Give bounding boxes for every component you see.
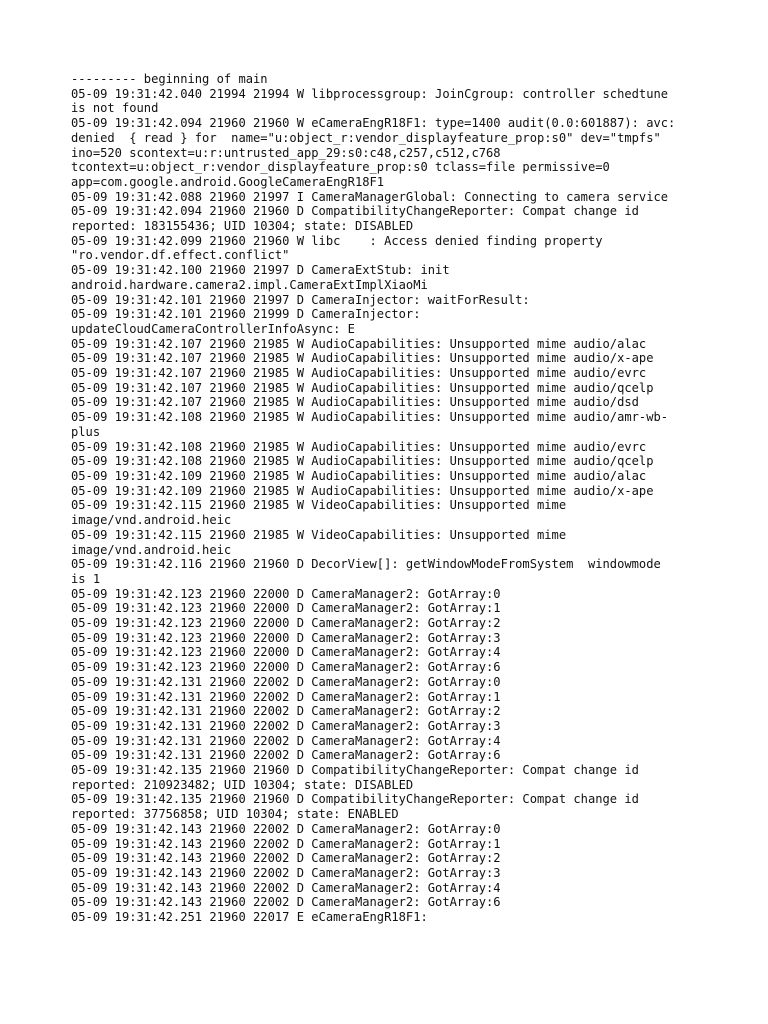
log-line: 05-09 19:31:42.123 21960 22000 D CameraManager2: GotArray:3 <box>71 630 501 645</box>
log-line: 05-09 19:31:42.094 21960 21960 D CompatibilityChangeReporter: Compat change id reported: 183155436; UID 10304; state: DISABLED <box>71 204 639 234</box>
log-line: 05-09 19:31:42.123 21960 22000 D CameraManager2: GotArray:2 <box>71 616 501 631</box>
log-line: 05-09 19:31:42.107 21960 21985 W AudioCapabilities: Unsupported mime audio/qcelp <box>71 380 654 395</box>
log-line: 05-09 19:31:42.131 21960 22002 D CameraManager2: GotArray:6 <box>71 748 501 763</box>
log-line: 05-09 19:31:42.143 21960 22002 D CameraManager2: GotArray:0 <box>71 821 501 836</box>
log-line: 05-09 19:31:42.123 21960 22000 D CameraManager2: GotArray:0 <box>71 586 501 601</box>
log-line: 05-09 19:31:42.101 21960 21997 D CameraInjector: waitForResult: <box>71 292 530 307</box>
log-line: 05-09 19:31:42.088 21960 21997 I CameraManagerGlobal: Connecting to camera service <box>71 189 669 204</box>
log-line: 05-09 19:31:42.251 21960 22017 E eCameraEngR18F1: <box>71 910 428 925</box>
log-line: 05-09 19:31:42.107 21960 21985 W AudioCapabilities: Unsupported mime audio/alac <box>71 336 647 351</box>
log-line: 05-09 19:31:42.131 21960 22002 D CameraManager2: GotArray:3 <box>71 718 501 733</box>
log-line: 05-09 19:31:42.109 21960 21985 W AudioCapabilities: Unsupported mime audio/alac <box>71 468 647 483</box>
log-line: 05-09 19:31:42.131 21960 22002 D CameraManager2: GotArray:0 <box>71 674 501 689</box>
log-line: 05-09 19:31:42.107 21960 21985 W AudioCapabilities: Unsupported mime audio/evrc <box>71 366 647 381</box>
log-line: 05-09 19:31:42.094 21960 21960 W eCameraEngR18F1: type=1400 audit(0.0:601887): avc: denied { read } for name="u:object_r:vendor_displayfeature_prop:s0" dev="tmpfs" ino=520 scontext=u:r:untrusted_app_29:s0:c48,c257,c512,c768 tcontext=u:object_r:vendor_displayfeature_prop:s0 tclass=file permissive=0 app=com.google.android.GoogleCameraEngR18F1 <box>71 116 676 189</box>
log-line: 05-09 19:31:42.101 21960 21999 D CameraInjector: updateCloudCameraControllerInfoAsync: E <box>71 307 421 336</box>
log-line: 05-09 19:31:42.108 21960 21985 W AudioCapabilities: Unsupported mime audio/evrc <box>71 439 647 454</box>
log-line: 05-09 19:31:42.115 21960 21985 W VideoCapabilities: Unsupported mime image/vnd.android.heic <box>71 498 567 528</box>
log-line: 05-09 19:31:42.100 21960 21997 D CameraExtStub: init android.hardware.camera2.impl.CameraExtImplXiaoMi <box>71 263 450 292</box>
log-line: 05-09 19:31:42.143 21960 22002 D CameraManager2: GotArray:6 <box>71 895 501 910</box>
log-line: 05-09 19:31:42.107 21960 21985 W AudioCapabilities: Unsupported mime audio/dsd <box>71 395 639 410</box>
log-line: 05-09 19:31:42.115 21960 21985 W VideoCapabilities: Unsupported mime image/vnd.android.heic <box>71 527 567 557</box>
log-line: 05-09 19:31:42.143 21960 22002 D CameraManager2: GotArray:3 <box>71 865 501 880</box>
log-line: 05-09 19:31:42.131 21960 22002 D CameraManager2: GotArray:1 <box>71 689 501 704</box>
log-line: 05-09 19:31:42.135 21960 21960 D CompatibilityChangeReporter: Compat change id reported: 37756858; UID 10304; state: ENABLED <box>71 792 639 822</box>
log-line: 05-09 19:31:42.131 21960 22002 D CameraManager2: GotArray:2 <box>71 704 501 719</box>
log-line: --------- beginning of main <box>71 72 268 86</box>
log-line: 05-09 19:31:42.143 21960 22002 D CameraManager2: GotArray:2 <box>71 851 501 866</box>
log-line: 05-09 19:31:42.143 21960 22002 D CameraManager2: GotArray:4 <box>71 880 501 895</box>
log-line: 05-09 19:31:42.135 21960 21960 D CompatibilityChangeReporter: Compat change id reported: 210923482; UID 10304; state: DISABLED <box>71 763 639 792</box>
log-line: 05-09 19:31:42.108 21960 21985 W AudioCapabilities: Unsupported mime audio/amr-wb- plus <box>71 410 669 439</box>
log-line: 05-09 19:31:42.123 21960 22000 D CameraManager2: GotArray:6 <box>71 660 501 675</box>
log-line: 05-09 19:31:42.116 21960 21960 D DecorView[]: getWindowModeFromSystem windowmode is 1 <box>71 557 661 586</box>
log-line: 05-09 19:31:42.123 21960 22000 D CameraManager2: GotArray:1 <box>71 601 501 616</box>
log-line: 05-09 19:31:42.040 21994 21994 W libprocessgroup: JoinCgroup: controller schedtune is not found <box>71 86 669 116</box>
log-line: 05-09 19:31:42.123 21960 22000 D CameraManager2: GotArray:4 <box>71 645 501 660</box>
log-document <box>71 72 711 925</box>
log-line: 05-09 19:31:42.109 21960 21985 W AudioCapabilities: Unsupported mime audio/x-ape <box>71 483 654 498</box>
log-line: 05-09 19:31:42.131 21960 22002 D CameraManager2: GotArray:4 <box>71 733 501 748</box>
log-line: 05-09 19:31:42.143 21960 22002 D CameraManager2: GotArray:1 <box>71 836 501 851</box>
log-line: 05-09 19:31:42.099 21960 21960 W libc : Access denied finding property "ro.vendor.df.effect.conflict" <box>71 233 603 263</box>
log-line: 05-09 19:31:42.107 21960 21985 W AudioCapabilities: Unsupported mime audio/x-ape <box>71 351 654 366</box>
log-line: 05-09 19:31:42.108 21960 21985 W AudioCapabilities: Unsupported mime audio/qcelp <box>71 454 654 469</box>
